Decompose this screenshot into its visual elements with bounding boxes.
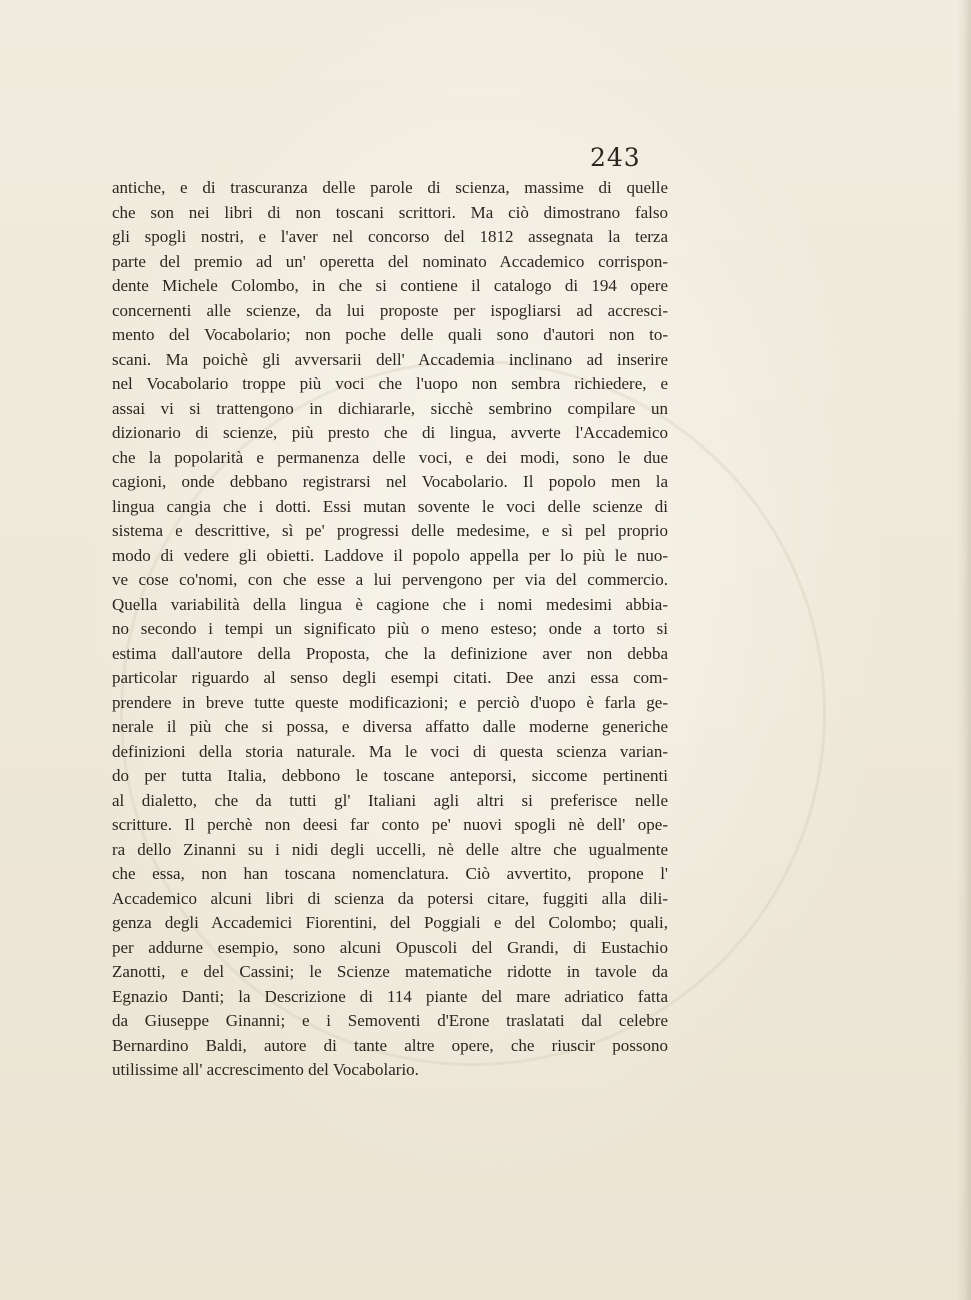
text-line: ve cose co'nomi, con che esse a lui pervengono per via del commercio.: [112, 570, 668, 589]
text-line: prendere in breve tutte queste modificazioni; e perciò d'uopo è farla ge-: [112, 692, 668, 712]
body-text: [112, 176, 668, 1083]
text-line: nerale il più che si possa, e diversa affatto dalle moderne generiche: [112, 717, 668, 736]
text-line: do per tutta Italia, debbono le toscane anteporsi, siccome pertinenti: [112, 766, 668, 785]
text-line: cagioni, onde debbano registrarsi nel Vocabolario. Il popolo men la: [112, 472, 668, 491]
text-line: modo di vedere gli obietti. Laddove il popolo appella per lo più le nuo-: [112, 545, 668, 565]
text-line: assai vi si trattengono in dichiararle, sicchè sembrino compilare un: [112, 398, 668, 418]
text-line: Egnazio Danti; la Descrizione di 114 piante del mare adriatico fatta: [112, 986, 668, 1006]
text-line: per addurne esempio, sono alcuni Opuscoli del Grandi, di Eustachio: [112, 937, 668, 957]
text-line: gli spogli nostri, e l'aver nel concorso del 1812 assegnata la terza: [112, 227, 668, 246]
text-line: antiche, e di trascuranza delle parole di scienza, massime di quelle: [112, 178, 668, 197]
text-line: genza degli Accademici Fiorentini, del Poggiali e del Colombo; quali,: [112, 913, 668, 932]
text-line: no secondo i tempi un significato più o meno esteso; onde a torto si: [112, 619, 668, 638]
text-line: che son nei libri di non toscani scrittori. Ma ciò dimostrano falso: [112, 202, 668, 222]
text-line: scritture. Il perchè non deesi far conto pe' nuovi spogli nè dell' ope-: [112, 815, 668, 834]
text-line: che essa, non han toscana nomenclatura. Ciò avvertito, propone l': [112, 864, 668, 883]
text-line: sistema e descrittive, sì pe' progressi delle medesime, e sì pel proprio: [112, 521, 668, 540]
text-line: Accademico alcuni libri di scienza da potersi citare, fuggiti alla dili-: [112, 888, 668, 908]
text-line: Quella variabilità della lingua è cagione che i nomi medesimi abbia-: [112, 594, 668, 614]
text-line: da Giuseppe Ginanni; e i Semoventi d'Erone traslatati dal celebre: [112, 1011, 668, 1030]
text-line: al dialetto, che da tutti gl' Italiani agli altri si preferisce nelle: [112, 790, 668, 810]
text-line: estima dall'autore della Proposta, che la definizione aver non debba: [112, 643, 668, 663]
page-edge-shadow: [957, 0, 971, 1300]
page-number: 243: [590, 143, 641, 172]
text-line: concernenti alle scienze, da lui proposte per ispogliarsi ad accresci-: [112, 300, 668, 320]
text-line: parte del premio ad un' operetta del nominato Accademico corrispon-: [112, 251, 668, 271]
text-line: Bernardino Baldi, autore di tante altre opere, che riuscir possono: [112, 1035, 668, 1055]
text-line: nel Vocabolario troppe più voci che l'uopo non sembra richiedere, e: [112, 374, 668, 393]
text-line: definizioni della storia naturale. Ma le voci di questa scienza varian-: [112, 741, 668, 761]
text-line: Zanotti, e del Cassini; le Scienze matematiche ridotte in tavole da: [112, 962, 668, 981]
text-line: mento del Vocabolario; non poche delle quali sono d'autori non to-: [112, 325, 668, 344]
text-line: che la popolarità e permanenza delle voci, e dei modi, sono le due: [112, 447, 668, 467]
text-line: lingua cangia che i dotti. Essi mutan sovente le voci delle scienze di: [112, 496, 668, 516]
text-line: utilissime all' accrescimento del Vocabolario.: [112, 1060, 419, 1079]
text-line: dente Michele Colombo, in che si contiene il catalogo di 194 opere: [112, 276, 668, 295]
text-line: scani. Ma poichè gli avversarii dell' Accademia inclinano ad inserire: [112, 349, 668, 369]
text-line: particolar riguardo al senso degli esempi citati. Dee anzi essa com-: [112, 668, 668, 687]
text-line: dizionario di scienze, più presto che di lingua, avverte l'Accademico: [112, 423, 668, 442]
text-line: ra dello Zinanni su i nidi degli uccelli, nè delle altre che ugualmente: [112, 839, 668, 859]
